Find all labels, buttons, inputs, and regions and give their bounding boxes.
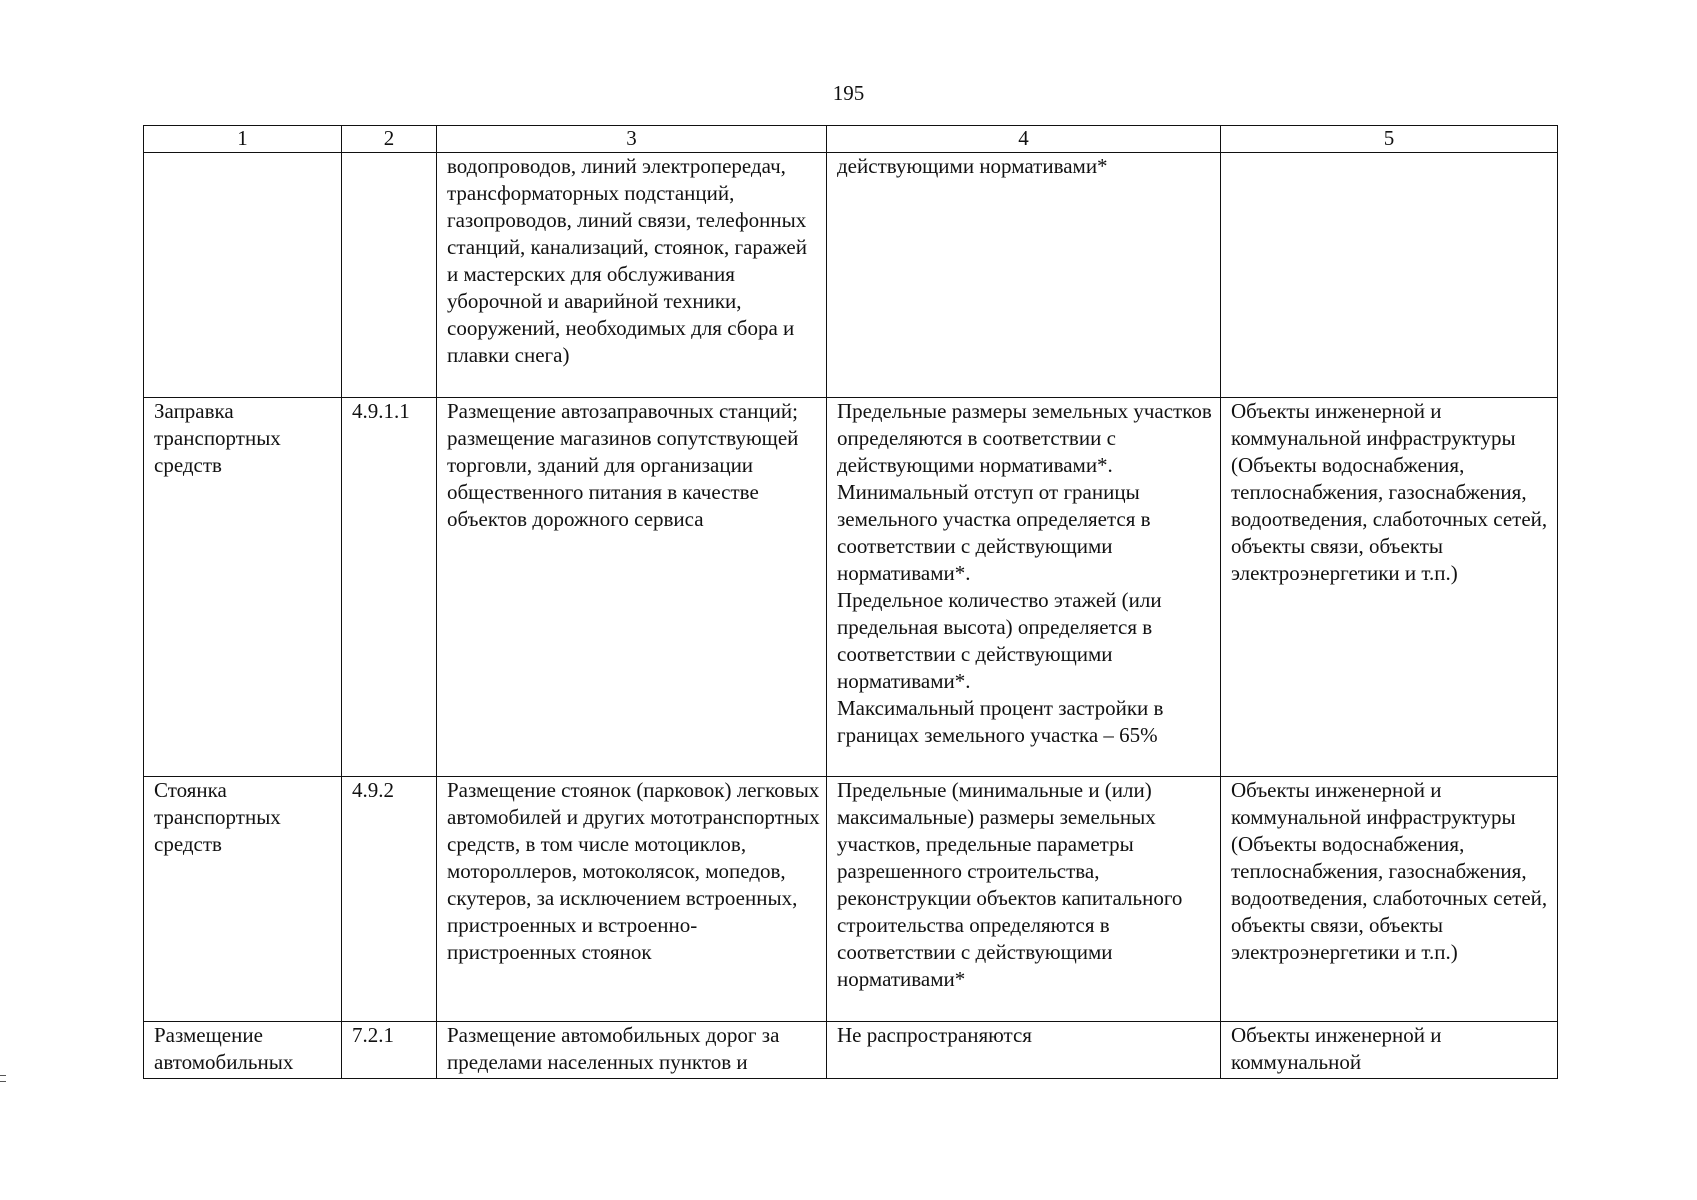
parameters-cell: Предельные (минимальные и (или) максимальные) размеры земельных участков, предельные параметры разрешенного строительства, реконструкции объектов капитального строительства определяются в соответствии с действующими нормативами* <box>827 777 1221 1022</box>
column-header-5: 5 <box>1221 126 1558 153</box>
table-row <box>144 398 1558 777</box>
use-code-cell: 4.9.2 <box>342 777 437 1022</box>
parameters-cell: действующими нормативами* <box>827 153 1221 398</box>
use-code-cell: 4.9.1.1 <box>342 398 437 777</box>
parameters-cell: Предельные размеры земельных участков определяются в соответствии с действующими нормативами*. Минимальный отступ от границы земельного участка определяется в соответствии с действующими нормативами*. Предельное количество этажей (или предельная высота) определяется в соответствии с действующими нормативами*. Максимальный процент застройки в границах земельного участка – 65% <box>827 398 1221 777</box>
land-use-regulations-table <box>143 125 1558 1079</box>
use-description-cell: Размещение автозаправочных станций; размещение магазинов сопутствующей торговли, зданий для организации общественного питания в качестве объектов дорожного сервиса <box>437 398 827 777</box>
table-row <box>144 153 1558 398</box>
use-code-cell: 7.2.1 <box>342 1022 437 1079</box>
use-name-cell: Заправка транспортных средств <box>144 398 342 777</box>
scan-edge-mark <box>0 1075 6 1082</box>
column-header-1: 1 <box>144 126 342 153</box>
column-header-4: 4 <box>827 126 1221 153</box>
auxiliary-uses-cell: Объекты инженерной и коммунальной инфраструктуры (Объекты водоснабжения, теплоснабжения, газоснабжения, водоотведения, слаботочных сетей, объекты связи, объекты электроэнергетики и т.п.) <box>1221 398 1558 777</box>
auxiliary-uses-cell: Объекты инженерной и коммунальной инфраструктуры (Объекты водоснабжения, теплоснабжения, газоснабжения, водоотведения, слаботочных сетей, объекты связи, объекты электроэнергетики и т.п.) <box>1221 777 1558 1022</box>
use-name-cell: Размещение автомобильных <box>144 1022 342 1079</box>
auxiliary-uses-cell <box>1221 153 1558 398</box>
use-description-cell: водопроводов, линий электропередач, трансформаторных подстанций, газопроводов, линий связи, телефонных станций, канализаций, стоянок, гаражей и мастерских для обслуживания уборочной и аварийной техники, сооружений, необходимых для сбора и плавки снега) <box>437 153 827 398</box>
use-code-cell <box>342 153 437 398</box>
column-header-2: 2 <box>342 126 437 153</box>
parameters-cell: Не распространяются <box>827 1022 1221 1079</box>
use-description-cell: Размещение стоянок (парковок) легковых автомобилей и других мототранспортных средств, в том числе мотоциклов, мотороллеров, мотоколясок, мопедов, скутеров, за исключением встроенных, пристроенных и встроенно-пристроенных стоянок <box>437 777 827 1022</box>
auxiliary-uses-cell: Объекты инженерной и коммунальной <box>1221 1022 1558 1079</box>
use-description-cell: Размещение автомобильных дорог за пределами населенных пунктов и <box>437 1022 827 1079</box>
use-name-cell <box>144 153 342 398</box>
use-name-cell: Стоянка транспортных средств <box>144 777 342 1022</box>
table-row <box>144 777 1558 1022</box>
column-header-3: 3 <box>437 126 827 153</box>
page-number: 195 <box>832 81 865 105</box>
table-header-row <box>144 126 1558 153</box>
table-row <box>144 1022 1558 1079</box>
